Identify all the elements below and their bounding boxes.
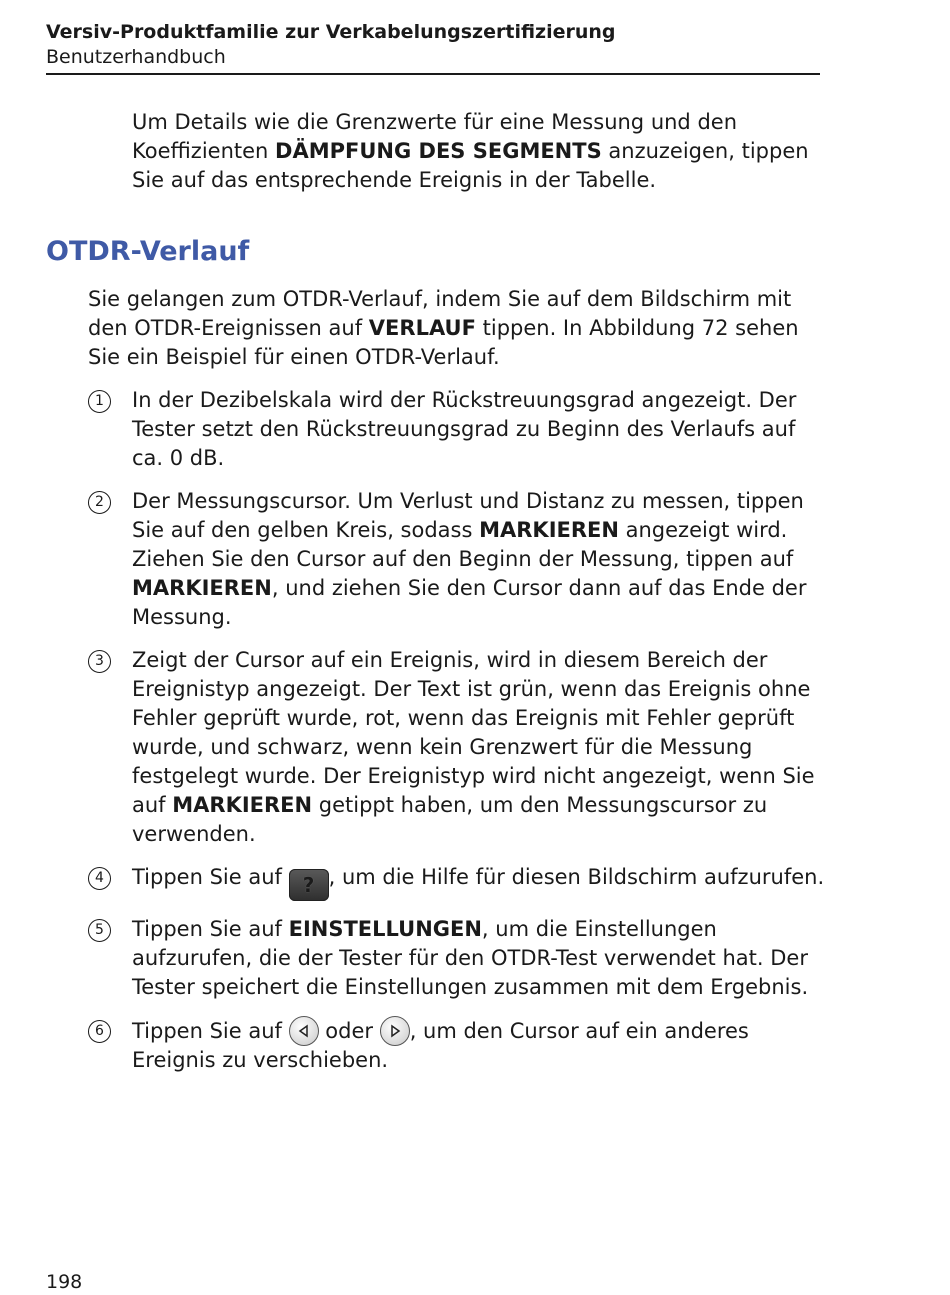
document-subtitle: Benutzerhandbuch: [46, 46, 226, 68]
callout-text: Zeigt der Cursor auf ein Ereignis, wird in diesem Bereich der Ereignistyp angezeigt. Der Text ist grün, wenn das Ereignis ohne Fehler geprüft wurde, rot, wenn das Ereignis mit Fehler geprüft wurde, und schwarz, wenn kein Grenzwert für die Messung festgelegt wurde. Der Ereignistyp wird nicht angezeigt, wenn Sie auf: [132, 648, 815, 817]
help-icon: [289, 869, 329, 901]
callout-number: 3: [88, 650, 111, 673]
callout-text: Tippen Sie auf: [132, 917, 289, 941]
callout-text: , und ziehen Sie den Cursor dann auf das Ende der Messung.: [132, 576, 807, 629]
callout-text: angezeigt wird. Ziehen Sie den Cursor auf den Beginn der Messung, tippen auf: [132, 518, 794, 571]
section-text-2: tippen. In Abbildung 72 sehen Sie ein Beispiel für einen OTDR-Verlauf.: [88, 316, 799, 369]
intro-bold-term: DÄMPFUNG DES SEGMENTS: [275, 139, 602, 163]
callout-list: [88, 386, 828, 1089]
section-bold-term: VERLAUF: [368, 316, 476, 340]
callout-item-6: [88, 1016, 828, 1075]
callout-number: 4: [88, 867, 111, 890]
callout-text: oder: [318, 1019, 380, 1043]
callout-text: getippt haben, um den Messungscursor zu verwenden.: [132, 793, 768, 846]
callout-text: , um den Cursor auf ein anderes Ereignis zu verschieben.: [132, 1019, 749, 1072]
section-heading: OTDR-Verlauf: [46, 236, 250, 267]
callout-bold: EINSTELLUNGEN: [288, 917, 482, 941]
section-text-1: Sie gelangen zum OTDR-Verlauf, indem Sie auf dem Bildschirm mit den OTDR-Ereignissen auf: [88, 287, 792, 340]
intro-text-2: anzuzeigen, tippen Sie auf das entsprechende Ereignis in der Tabelle.: [132, 139, 809, 192]
callout-text: In der Dezibelskala wird der Rückstreuungsgrad angezeigt. Der Tester setzt den Rückstreuungsgrad zu Beginn des Verlaufs auf ca. 0 dB.: [132, 388, 797, 470]
help-icon-glyph: ?: [302, 873, 315, 897]
callout-bold: MARKIEREN: [172, 793, 313, 817]
callout-item-3: [88, 646, 828, 849]
callout-item-2: [88, 487, 828, 632]
callout-number: 1: [88, 390, 111, 413]
document-title: Versiv-Produktfamilie zur Verkabelungszertifizierung: [46, 21, 616, 43]
page-number: 198: [46, 1271, 83, 1293]
callout-text: Tippen Sie auf: [132, 865, 289, 889]
callout-item-1: [88, 386, 828, 473]
callout-item-4: [88, 863, 828, 901]
callout-text: Tippen Sie auf: [132, 1019, 289, 1043]
callout-text: Der Messungscursor. Um Verlust und Distanz zu messen, tippen Sie auf den gelben Kreis, sodass: [132, 489, 804, 542]
callout-item-5: [88, 915, 828, 1002]
header-divider: [46, 73, 820, 75]
callout-text: , um die Hilfe für diesen Bildschirm aufzurufen.: [328, 865, 825, 889]
arrow-left-icon: [289, 1016, 319, 1046]
callout-bold: MARKIEREN: [132, 576, 272, 600]
section-paragraph: [88, 285, 823, 372]
callout-number: 6: [88, 1020, 111, 1043]
callout-bold: MARKIEREN: [479, 518, 619, 542]
callout-number: 2: [88, 491, 111, 514]
arrow-right-icon: [380, 1016, 410, 1046]
intro-text-1: Um Details wie die Grenzwerte für eine Messung und den Koeffizienten: [132, 110, 738, 163]
running-header: [46, 20, 820, 70]
callout-number: 5: [88, 919, 111, 942]
intro-paragraph: [132, 108, 822, 195]
callout-text: , um die Einstellungen aufzurufen, die der Tester für den OTDR-Test verwendet hat. Der Tester speichert die Einstellungen zusammen mit dem Ergebnis.: [132, 917, 809, 999]
